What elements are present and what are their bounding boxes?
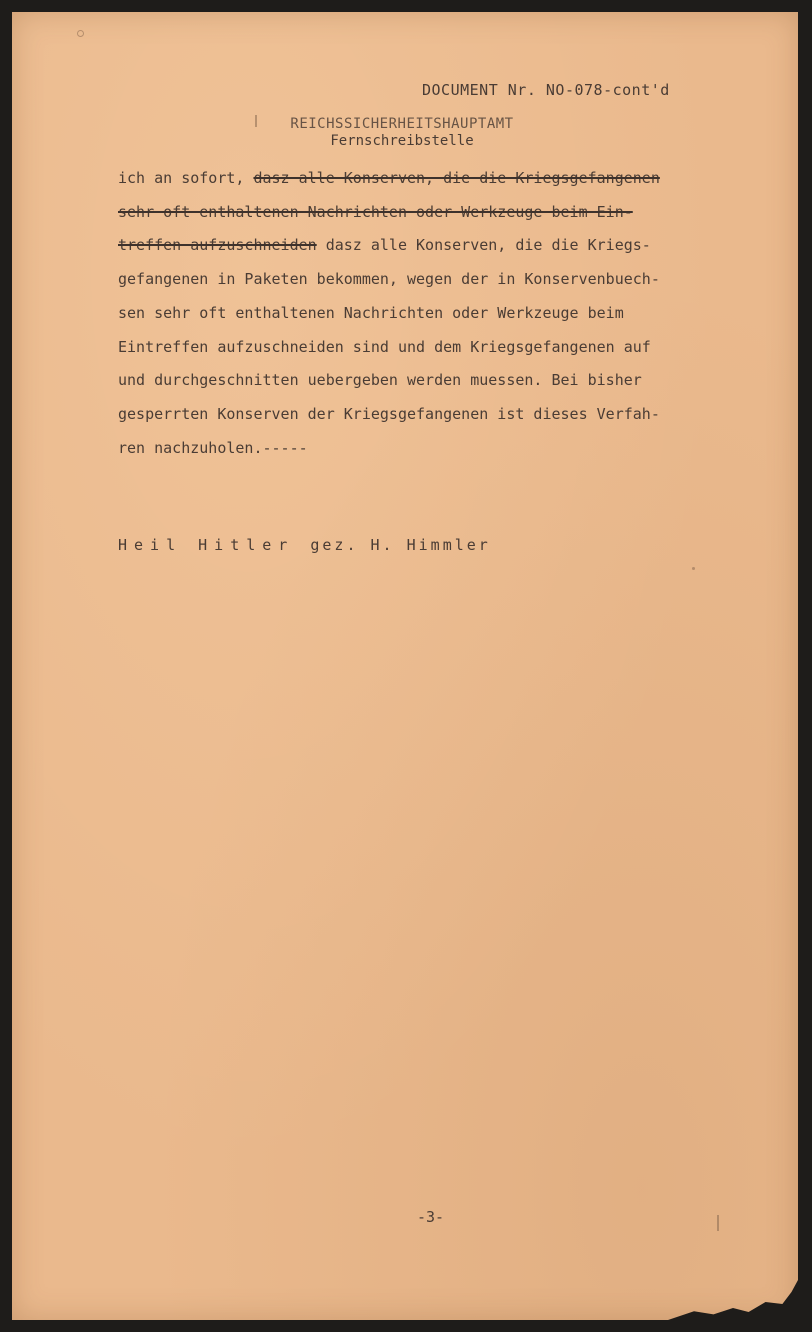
document-number: DOCUMENT Nr. NO-078-cont'd xyxy=(422,81,670,99)
text-line xyxy=(118,398,738,432)
paper-speck xyxy=(717,1215,719,1231)
torn-corner xyxy=(668,1280,798,1320)
letterhead-organization: REICHSSICHERHEITSHAUPTAMT xyxy=(290,116,514,132)
text-line xyxy=(118,229,738,263)
paper-speck xyxy=(77,30,84,37)
document-page xyxy=(12,12,798,1320)
text-segment: Eintreffen aufzuschneiden sind und dem Kriegsgefangenen auf xyxy=(118,337,651,356)
paper-speck xyxy=(255,115,257,127)
text-line xyxy=(118,196,738,230)
closing-salutation: Heil Hitler xyxy=(118,536,295,554)
letterhead-department: Fernschreibstelle xyxy=(330,133,474,149)
text-line xyxy=(118,331,738,365)
text-segment: gesperrten Konserven der Kriegsgefangenen ist dieses Verfah- xyxy=(118,404,660,423)
text-segment: ich an sofort, xyxy=(118,169,254,187)
letterhead xyxy=(252,116,552,150)
paper-speck xyxy=(692,567,695,570)
text-segment: gefangenen in Paketen bekommen, wegen der in Konservenbuech- xyxy=(118,270,660,289)
page-number: -3- xyxy=(417,1208,445,1226)
body-text xyxy=(118,162,738,465)
text-line xyxy=(118,432,738,466)
struck-text: dasz alle Konserven, die die Kriegsgefangenen xyxy=(253,169,660,187)
text-line xyxy=(118,162,738,196)
text-line xyxy=(118,364,738,398)
text-segment: sen sehr oft enthaltenen Nachrichten oder Werkzeuge beim xyxy=(118,303,624,322)
struck-text: sehr oft enthaltenen Nachrichten oder Werkzeuge beim Ein- xyxy=(118,202,633,221)
struck-text: treffen aufzuschneiden xyxy=(118,236,317,255)
signature: gez. H. Himmler xyxy=(310,536,491,554)
text-segment: und durchgeschnitten uebergeben werden muessen. Bei bisher xyxy=(118,371,642,390)
closing-block xyxy=(118,536,491,554)
text-line xyxy=(118,263,738,297)
text-segment: ren nachzuholen.----- xyxy=(118,438,308,457)
text-line xyxy=(118,297,738,331)
text-segment: dasz alle Konserven, die die Kriegs- xyxy=(316,236,651,255)
